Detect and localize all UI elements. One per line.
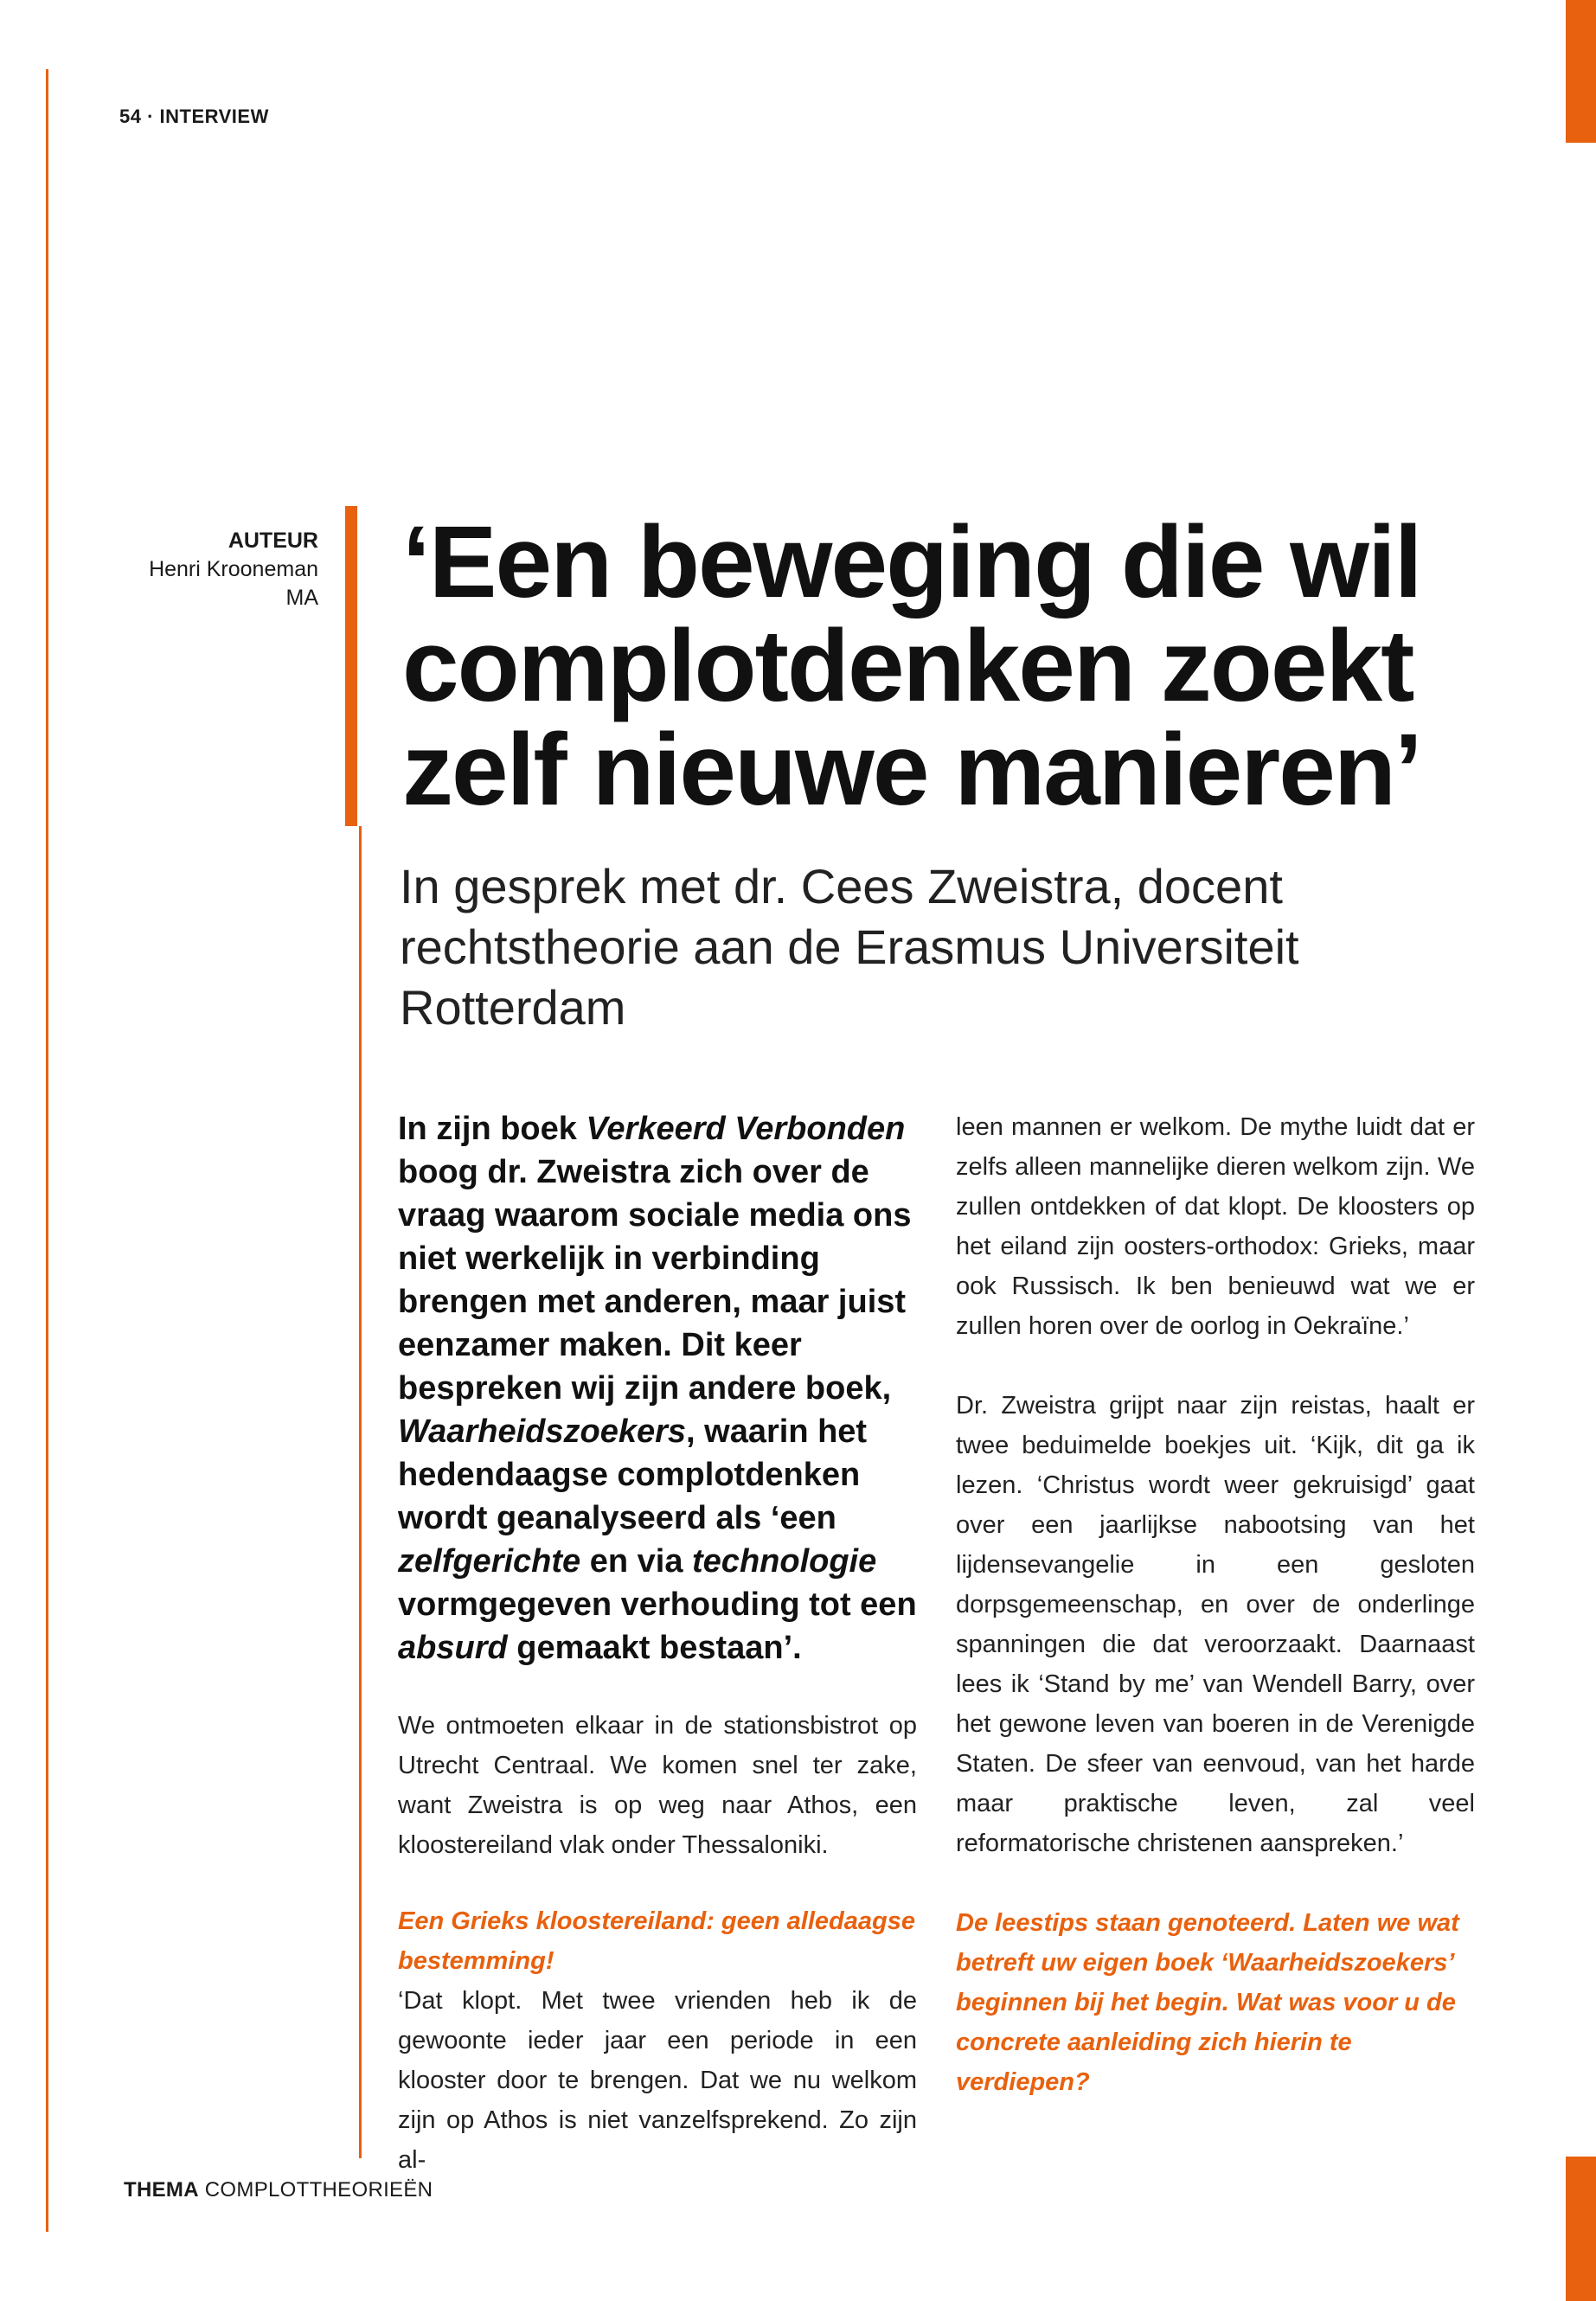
intro-emphasis: Verkeerd Verbonden	[586, 1111, 906, 1147]
title-accent-bar	[345, 506, 357, 826]
interview-question: Een Grieks kloostereiland: geen alledaagse bestemming!	[398, 1907, 915, 1975]
intro-emphasis: technologie	[692, 1543, 877, 1580]
footer	[124, 2178, 433, 2202]
intro-text: boog dr. Zweistra zich over de vraag waarom sociale media ons niet werkelijk in verbinding brengen met anderen, maar juist eenzamer maken. Dit keer bespreken wij zijn andere boek,	[398, 1154, 912, 1407]
intro-emphasis: zelfgerichte	[398, 1543, 581, 1580]
body-paragraph: We ontmoeten elkaar in de stationsbistrot op Utrecht Centraal. We komen snel ter zake, want Zweistra is op weg naar Athos, een kloostereiland vlak onder Thessaloniki.	[398, 1712, 917, 1859]
headline	[402, 505, 1561, 827]
author-name: Henri Krooneman	[149, 557, 318, 581]
intro-text: gemaakt bestaan’.	[507, 1630, 802, 1666]
intro-emphasis: absurd	[398, 1630, 508, 1666]
subtitle-line: rechtstheorie aan de Erasmus Universiteit	[400, 920, 1299, 974]
footer-thema: THEMA	[124, 2178, 199, 2202]
intro-text: In zijn boek	[398, 1111, 586, 1147]
article-rule	[359, 826, 362, 2158]
author-label: AUTEUR	[228, 529, 318, 553]
subtitle	[400, 856, 1438, 1038]
intro-paragraph	[398, 1107, 917, 1670]
subtitle-line: In gesprek met dr. Cees Zweistra, docent	[400, 859, 1283, 913]
intro-text: vormgegeven verhouding tot een	[398, 1586, 917, 1623]
edge-tab-top	[1566, 0, 1596, 143]
intro-text: , waarin het hedendaagse complotdenken wordt geanalyseerd als ‘een	[398, 1413, 868, 1536]
intro-text: en via	[580, 1543, 693, 1580]
body-paragraph: leen mannen er welkom. De mythe luidt dat er zelfs alleen mannelijke dieren welkom zijn. We zullen ontdekken of dat klopt. De kloosters op het eiland zijn oosters-orthodox: Grieks, maar ook Russisch. Ik ben benieuwd wat we er zullen horen over de oorlog in Oekraïne.’	[956, 1113, 1475, 1340]
edge-tab-bottom	[1566, 2157, 1596, 2301]
right-column	[956, 1107, 1475, 2102]
interview-question: De leestips staan genoteerd. Laten we wat betreft uw eigen boek ‘Waarheidszoekers’ beginnen bij het begin. Wat was voor u de concrete aanleiding zich hierin te verdiepen?	[956, 1909, 1459, 2096]
author-block	[87, 527, 318, 612]
body-paragraph: Dr. Zweistra grijpt naar zijn reistas, haalt er twee beduimelde boekjes uit. ‘Kijk, dit ga ik lezen. ‘Christus wordt weer gekruisigd’ gaat over een jaarlijkse nabootsing van het lijdensevangelie in een gesloten dorpsgemeenschap, en over de onderlinge spanningen die dat veroorzaakt. Daarnaast lees ik ‘Stand by me’ van Wendell Barry, over het gewone leven van boeren in de Verenigde Staten. De sfeer van eenvoud, van het harde maar praktische leven, zal veel reformatorische christenen aanspreken.’	[956, 1392, 1475, 1857]
subtitle-line: Rotterdam	[400, 980, 626, 1035]
left-margin-rule	[46, 69, 48, 2232]
page-header: 54 · INTERVIEW	[119, 106, 269, 127]
headline-line: zelf nieuwe manieren’	[402, 713, 1421, 827]
author-suffix: MA	[285, 586, 318, 610]
body-paragraph: ‘Dat klopt. Met twee vrienden heb ik de gewoonte ieder jaar een periode in een klooster door te brengen. Dat we nu welkom zijn op Athos is niet vanzelfsprekend. Zo zijn al-	[398, 1987, 917, 2174]
intro-emphasis: Waarheidszoekers	[398, 1413, 687, 1450]
headline-line: ‘Een beweging die wil	[402, 505, 1421, 619]
headline-line: complotdenken zoekt	[402, 609, 1413, 723]
left-column	[398, 1107, 917, 2180]
footer-topic: COMPLOTTHEORIEËN	[204, 2178, 433, 2202]
